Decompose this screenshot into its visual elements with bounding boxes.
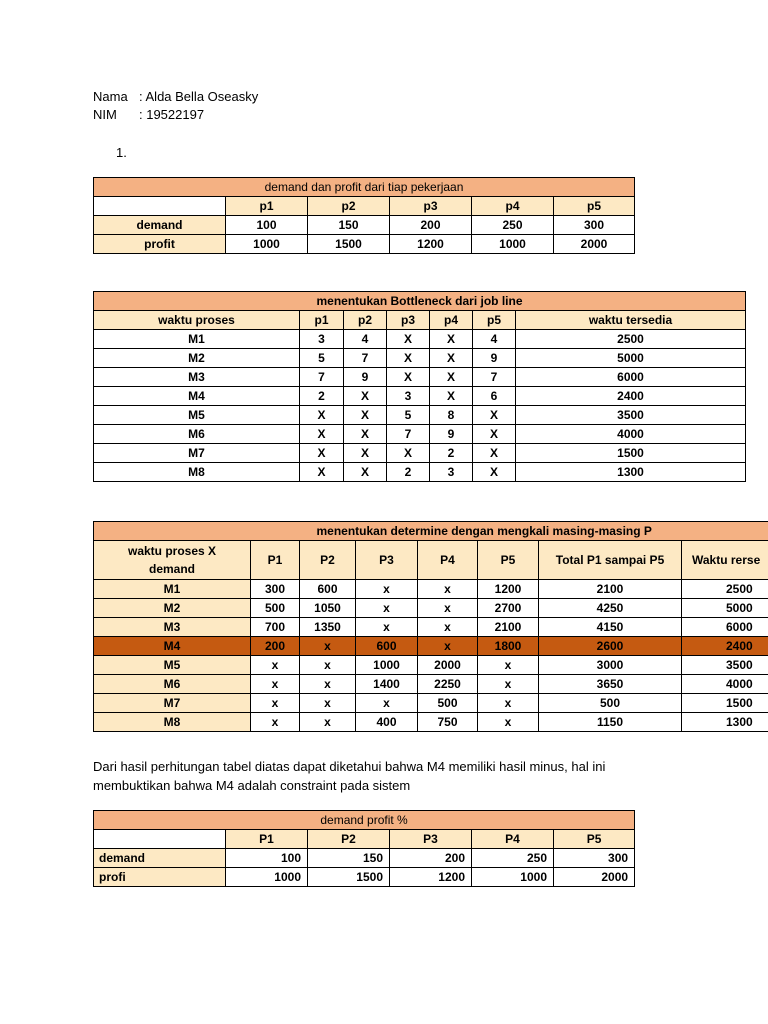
table-cell: X — [387, 349, 430, 368]
table-cell: x — [251, 675, 300, 694]
table-cell: 1500 — [516, 444, 746, 463]
bottleneck-table — [93, 291, 746, 482]
table-cell: 2000 — [418, 656, 478, 675]
table-cell: 1050 — [300, 599, 356, 618]
column-header: P5 — [554, 830, 635, 849]
table-row — [94, 618, 768, 637]
row-label: M5 — [94, 406, 300, 425]
table-cell: x — [478, 675, 539, 694]
table-cell: 1400 — [356, 675, 418, 694]
table-cell: 2500 — [516, 330, 746, 349]
row-label: M4 — [94, 387, 300, 406]
table-cell: 1350 — [300, 618, 356, 637]
table-cell: 200 — [390, 216, 472, 235]
table-cell: 250 — [472, 216, 554, 235]
table-title-row — [94, 178, 635, 197]
table-cell: 300 — [251, 580, 300, 599]
table-cell: 4000 — [516, 425, 746, 444]
column-header: p1 — [300, 311, 344, 330]
table-cell: 750 — [418, 713, 478, 732]
table-cell: x — [300, 675, 356, 694]
table-cell: 5000 — [516, 349, 746, 368]
table-cell: X — [300, 425, 344, 444]
table-cell: 9 — [344, 368, 387, 387]
table-cell: X — [430, 387, 473, 406]
table-cell: X — [300, 463, 344, 482]
table-row — [94, 463, 746, 482]
table-cell: 1000 — [472, 235, 554, 254]
table-cell: 700 — [251, 618, 300, 637]
demand-profit-table — [93, 177, 635, 254]
table-cell: 400 — [356, 713, 418, 732]
table-cell: 200 — [390, 849, 472, 868]
column-header: P2 — [300, 541, 356, 580]
table-cell: 1200 — [390, 868, 472, 887]
table-cell: 4150 — [539, 618, 682, 637]
table-title: menentukan determine dengan mengkali masing-masing P — [251, 522, 768, 541]
column-header-line: waktu proses X — [127, 544, 217, 558]
table-cell: 1500 — [682, 694, 768, 713]
conclusion-paragraph — [93, 757, 693, 795]
table-cell: X — [473, 463, 516, 482]
table-header-row — [94, 541, 768, 580]
row-label: M1 — [94, 580, 251, 599]
table-cell: 1150 — [539, 713, 682, 732]
table-cell: x — [418, 580, 478, 599]
column-header: Total P1 sampai P5 — [539, 541, 682, 580]
table-cell: x — [478, 713, 539, 732]
table-cell: 2100 — [478, 618, 539, 637]
table-cell: 7 — [387, 425, 430, 444]
column-header: P3 — [356, 541, 418, 580]
table-row — [94, 656, 768, 675]
nim-label: NIM — [93, 107, 117, 122]
table-cell: 3500 — [682, 656, 768, 675]
column-header: P1 — [251, 541, 300, 580]
title-spacer — [94, 522, 251, 541]
table-cell: 7 — [300, 368, 344, 387]
table-cell: 2250 — [418, 675, 478, 694]
table-cell: x — [478, 656, 539, 675]
table-cell: 5 — [300, 349, 344, 368]
column-header: p1 — [226, 197, 308, 216]
nim-line — [93, 106, 204, 124]
table-row — [94, 387, 746, 406]
row-label: M5 — [94, 656, 251, 675]
table-cell: X — [300, 406, 344, 425]
table-cell: 4000 — [682, 675, 768, 694]
table-cell: 3000 — [539, 656, 682, 675]
question-number: 1. — [116, 145, 127, 160]
column-header: p3 — [390, 197, 472, 216]
table-cell: 500 — [539, 694, 682, 713]
table-cell: x — [418, 599, 478, 618]
table-cell: 2400 — [516, 387, 746, 406]
determine-table-body — [94, 580, 768, 732]
table-cell: 150 — [308, 849, 390, 868]
table-cell: 2700 — [478, 599, 539, 618]
table-cell: 2 — [387, 463, 430, 482]
column-header: P5 — [478, 541, 539, 580]
table-cell: X — [430, 349, 473, 368]
table-header-row — [94, 830, 635, 849]
row-label: M1 — [94, 330, 300, 349]
column-header — [94, 197, 226, 216]
table-cell: x — [300, 694, 356, 713]
table-title: demand profit % — [94, 811, 635, 830]
column-header: P1 — [226, 830, 308, 849]
table-cell: X — [344, 406, 387, 425]
table-row — [94, 675, 768, 694]
column-header: Waktu rerse — [682, 541, 768, 580]
table-cell: 5000 — [682, 599, 768, 618]
table-row — [94, 694, 768, 713]
table-cell: 6000 — [682, 618, 768, 637]
table-title: demand dan profit dari tiap pekerjaan — [94, 178, 635, 197]
table-cell: X — [473, 406, 516, 425]
paragraph-line: Dari hasil perhitungan tabel diatas dapat diketahui bahwa M4 memiliki hasil minus, hal ini — [93, 759, 606, 774]
table-cell: X — [300, 444, 344, 463]
table-title: menentukan Bottleneck dari job line — [94, 292, 746, 311]
table-cell: 250 — [472, 849, 554, 868]
table-row — [94, 425, 746, 444]
column-header: p2 — [308, 197, 390, 216]
table-cell: X — [387, 444, 430, 463]
column-header: P2 — [308, 830, 390, 849]
row-label: M8 — [94, 463, 300, 482]
table-cell: x — [300, 656, 356, 675]
table-cell: 3 — [387, 387, 430, 406]
bottleneck-table-body — [94, 330, 746, 482]
table-row — [94, 330, 746, 349]
table-header-row — [94, 197, 635, 216]
table-row — [94, 444, 746, 463]
table-cell: 1500 — [308, 868, 390, 887]
table-cell: x — [300, 637, 356, 656]
table-cell: 600 — [300, 580, 356, 599]
row-label: M8 — [94, 713, 251, 732]
table-header-row — [94, 311, 746, 330]
table-cell: 4250 — [539, 599, 682, 618]
table-cell: 7 — [344, 349, 387, 368]
table-row-highlighted — [94, 637, 768, 656]
table-row — [94, 868, 635, 887]
table-cell: 500 — [418, 694, 478, 713]
table-cell: x — [418, 618, 478, 637]
table-cell: 200 — [251, 637, 300, 656]
column-header: p3 — [387, 311, 430, 330]
table-cell: 300 — [554, 216, 635, 235]
table-cell: x — [251, 713, 300, 732]
table-cell: 2000 — [554, 868, 635, 887]
row-label: demand — [94, 849, 226, 868]
table-cell: 9 — [473, 349, 516, 368]
table-cell: 6 — [473, 387, 516, 406]
column-header: p2 — [344, 311, 387, 330]
column-header: P3 — [390, 830, 472, 849]
table-cell: 1300 — [682, 713, 768, 732]
table-cell: 1300 — [516, 463, 746, 482]
nim-value: : 19522197 — [139, 107, 205, 122]
table-cell: 4 — [344, 330, 387, 349]
table-cell: X — [344, 425, 387, 444]
column-header-line: demand — [148, 562, 195, 576]
table-cell: 500 — [251, 599, 300, 618]
table-cell: x — [356, 618, 418, 637]
table-cell: 4 — [473, 330, 516, 349]
table-cell: x — [300, 713, 356, 732]
table-cell: 1200 — [478, 580, 539, 599]
table-cell: x — [356, 599, 418, 618]
row-label: profit — [94, 235, 226, 254]
table-cell: X — [430, 330, 473, 349]
name-line — [93, 88, 258, 106]
table-row — [94, 580, 768, 599]
row-label: profi — [94, 868, 226, 887]
table-row — [94, 849, 635, 868]
table-cell: X — [473, 425, 516, 444]
column-header: p5 — [473, 311, 516, 330]
table-cell: X — [387, 368, 430, 387]
row-label: M7 — [94, 694, 251, 713]
row-label: M6 — [94, 675, 251, 694]
column-header: P4 — [418, 541, 478, 580]
table-cell: 1200 — [390, 235, 472, 254]
column-header: waktu tersedia — [516, 311, 746, 330]
table-row — [94, 713, 768, 732]
column-header: p5 — [554, 197, 635, 216]
table-cell: X — [473, 444, 516, 463]
column-header — [94, 830, 226, 849]
table-cell: 2 — [430, 444, 473, 463]
nama-value: : Alda Bella Oseasky — [139, 89, 259, 104]
table-row — [94, 599, 768, 618]
table-cell: x — [251, 656, 300, 675]
column-header: p4 — [472, 197, 554, 216]
column-header: waktu proses — [94, 311, 300, 330]
table-cell: X — [344, 444, 387, 463]
table-cell: 2100 — [539, 580, 682, 599]
table-cell: 300 — [554, 849, 635, 868]
column-header — [94, 541, 251, 580]
table-cell: 1000 — [356, 656, 418, 675]
table-cell: X — [344, 387, 387, 406]
table-cell: X — [387, 330, 430, 349]
table-cell: 600 — [356, 637, 418, 656]
table-row — [94, 406, 746, 425]
table-cell: 2500 — [682, 580, 768, 599]
row-label: M3 — [94, 618, 251, 637]
table-cell: 2600 — [539, 637, 682, 656]
row-label: M6 — [94, 425, 300, 444]
row-label: M2 — [94, 599, 251, 618]
row-label: M3 — [94, 368, 300, 387]
table-cell: x — [356, 694, 418, 713]
table-cell: 3650 — [539, 675, 682, 694]
table-row — [94, 349, 746, 368]
table-row — [94, 216, 635, 235]
table-cell: 100 — [226, 216, 308, 235]
table-cell: 5 — [387, 406, 430, 425]
determine-table — [93, 521, 768, 732]
table-cell: 7 — [473, 368, 516, 387]
table-cell: 1000 — [472, 868, 554, 887]
table-cell: 100 — [226, 849, 308, 868]
row-label: M4 — [94, 637, 251, 656]
table-cell: 1500 — [308, 235, 390, 254]
column-header: p4 — [430, 311, 473, 330]
table-cell: 1800 — [478, 637, 539, 656]
table-cell: 9 — [430, 425, 473, 444]
table-cell: 1000 — [226, 868, 308, 887]
row-label: demand — [94, 216, 226, 235]
table-row — [94, 235, 635, 254]
table-cell: x — [356, 580, 418, 599]
table-cell: x — [418, 637, 478, 656]
column-header: P4 — [472, 830, 554, 849]
table-cell: 2000 — [554, 235, 635, 254]
table-cell: 3 — [300, 330, 344, 349]
table-cell: 3 — [430, 463, 473, 482]
table-cell: X — [430, 368, 473, 387]
table-cell: X — [344, 463, 387, 482]
table-cell: x — [251, 694, 300, 713]
demand-profit-percent-table — [93, 810, 635, 887]
table-cell: 3500 — [516, 406, 746, 425]
table-cell: 6000 — [516, 368, 746, 387]
table-cell: 150 — [308, 216, 390, 235]
row-label: M2 — [94, 349, 300, 368]
table-cell: 1000 — [226, 235, 308, 254]
table-cell: 2400 — [682, 637, 768, 656]
nama-label: Nama — [93, 89, 128, 104]
row-label: M7 — [94, 444, 300, 463]
paragraph-line: membuktikan bahwa M4 adalah constraint pada sistem — [93, 778, 411, 793]
table-row — [94, 368, 746, 387]
table-cell: x — [478, 694, 539, 713]
table-cell: 8 — [430, 406, 473, 425]
determine-table-wrapper — [93, 521, 768, 741]
table-cell: 2 — [300, 387, 344, 406]
